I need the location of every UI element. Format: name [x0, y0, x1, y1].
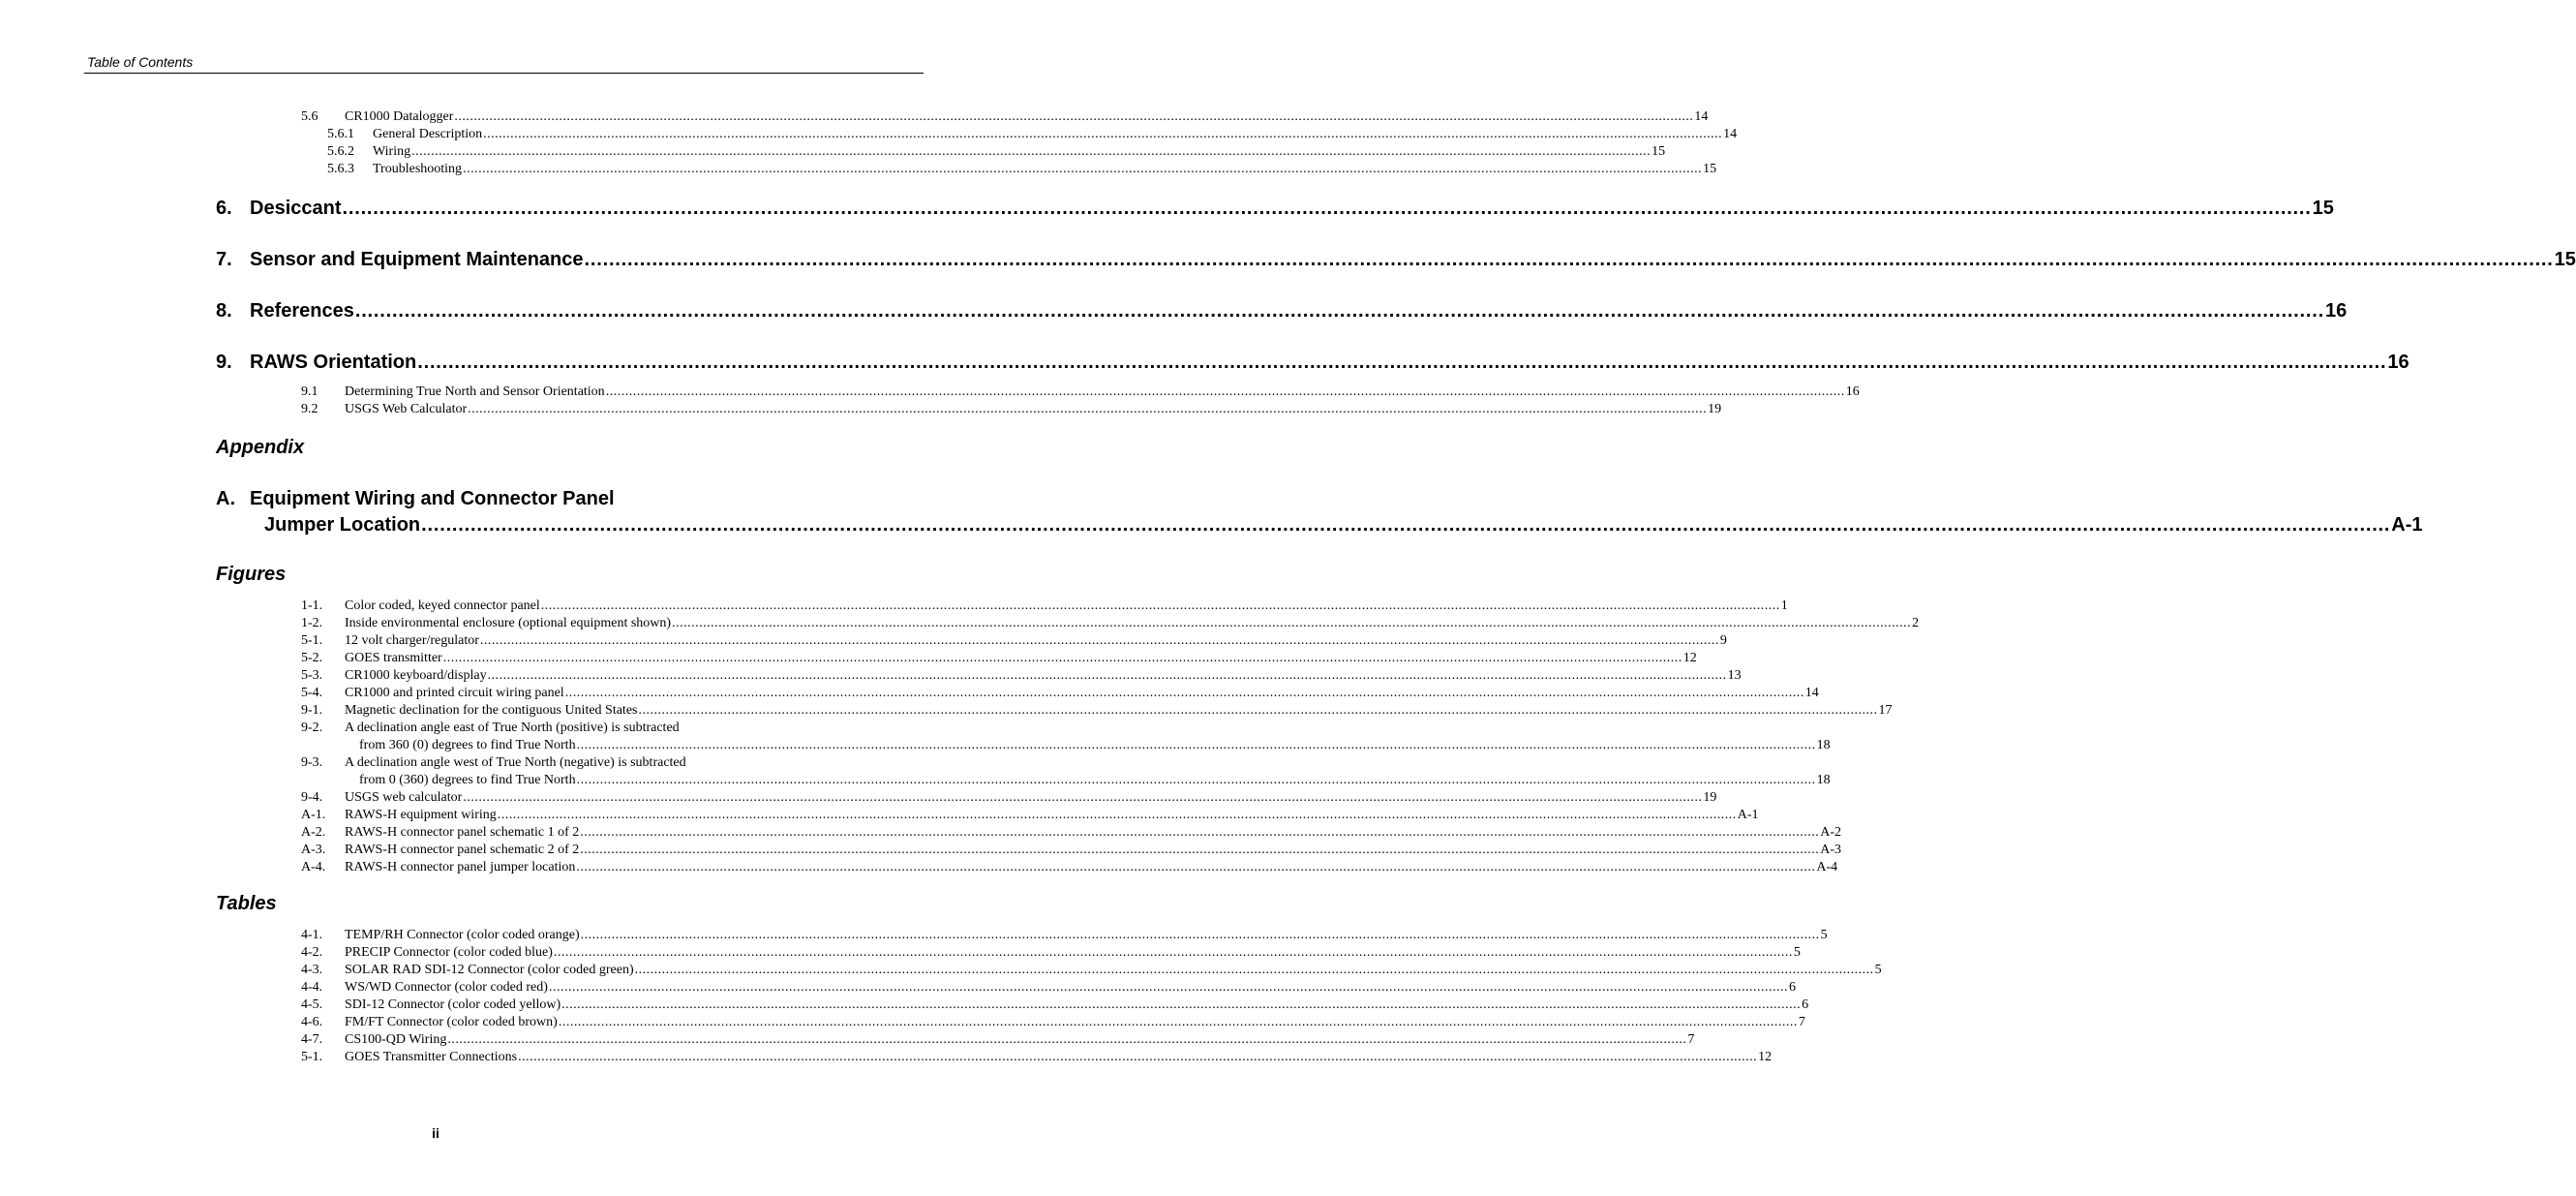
dot-leader	[585, 247, 2554, 272]
dot-leader	[635, 962, 1874, 979]
figure-entry-number: 1-2.	[301, 616, 323, 630]
figure-entry-page: A-1	[1737, 808, 1759, 822]
chapter-entry[interactable]	[216, 298, 2348, 323]
dot-leader	[518, 1049, 1757, 1066]
figure-entry-number: 5-1.	[301, 633, 323, 648]
figure-entry-page: 19	[1703, 790, 1717, 805]
toc-entry-number: 9.2	[301, 402, 318, 416]
dot-leader	[554, 944, 1793, 962]
dot-leader	[565, 685, 1804, 702]
figure-entry[interactable]	[301, 772, 1831, 789]
table-entry-page: 5	[1874, 963, 1882, 977]
figure-entry-page: 18	[1816, 773, 1831, 787]
figure-entry-page: 13	[1727, 668, 1742, 683]
dot-leader	[581, 927, 1820, 944]
figure-entry[interactable]	[301, 754, 773, 772]
figure-entry-title: from 360 (0) degrees to find True North	[359, 738, 576, 752]
figure-entry-title: RAWS-H connector panel schematic 1 of 2	[345, 825, 580, 840]
dot-leader	[559, 1014, 1798, 1031]
chapter-page: 16	[2387, 352, 2409, 373]
figure-entry[interactable]	[301, 650, 1697, 667]
appendix-entry-line1[interactable]	[216, 488, 615, 510]
table-entry-number: 4-2.	[301, 945, 323, 960]
figure-entry-title: GOES transmitter	[345, 651, 442, 665]
toc-entry-title: Determining True North and Sensor Orientation	[345, 384, 605, 399]
table-entry-title: TEMP/RH Connector (color coded orange)	[345, 928, 580, 942]
toc-entry-title: General Description	[373, 127, 483, 141]
appendix-page: A-1	[2391, 514, 2423, 536]
figure-entry[interactable]	[301, 859, 1838, 876]
table-entry-title: SOLAR RAD SDI-12 Connector (color coded green)	[345, 963, 634, 977]
table-entry[interactable]	[301, 1049, 1773, 1066]
figure-entry[interactable]	[301, 685, 1819, 702]
table-entry[interactable]	[301, 944, 1801, 962]
page-number: ii	[432, 1125, 439, 1141]
dot-leader	[411, 143, 1651, 161]
figure-entry-number: 9-1.	[301, 703, 323, 718]
toc-entry-title: USGS Web Calculator	[345, 402, 468, 416]
figure-entry-title: USGS web calculator	[345, 790, 463, 805]
dot-leader	[580, 842, 1819, 859]
toc-entry-page: 14	[1694, 109, 1709, 124]
table-entry-title: SDI-12 Connector (color coded yellow)	[345, 997, 561, 1012]
figure-entry-number: 9-4.	[301, 790, 323, 805]
dot-leader	[488, 667, 1727, 685]
dot-leader	[549, 979, 1788, 997]
figure-entry-number: A-2.	[301, 825, 326, 840]
dot-leader	[355, 298, 2324, 323]
table-entry[interactable]	[301, 1031, 1695, 1049]
toc-entry[interactable]	[327, 161, 1717, 178]
table-entry-page: 12	[1758, 1050, 1773, 1064]
figure-entry-page: A-2	[1820, 825, 1842, 840]
table-entry[interactable]	[301, 997, 1809, 1014]
dot-leader	[480, 632, 1719, 650]
figure-entry-page: A-3	[1820, 843, 1842, 857]
figure-entry[interactable]	[301, 667, 1742, 685]
figure-entry-title: A declination angle east of True North (positive) is subtracted	[345, 721, 680, 735]
toc-entry-title: CR1000 Datalogger	[345, 109, 454, 124]
dot-leader	[577, 737, 1816, 754]
toc-entry-title: Troubleshooting	[373, 162, 463, 176]
figure-entry-number: 1-1.	[301, 598, 323, 613]
figure-entry-page: 1	[1780, 598, 1788, 613]
figure-entry-page: 14	[1804, 686, 1819, 700]
dot-leader	[580, 824, 1819, 842]
table-entry-number: 4-3.	[301, 963, 323, 977]
figure-entry-title: from 0 (360) degrees to find True North	[359, 773, 576, 787]
toc-entry-number: 5.6	[301, 109, 318, 124]
chapter-title: Desiccant	[250, 198, 342, 219]
toc-entry-number: 9.1	[301, 384, 318, 399]
chapter-page: 15	[2312, 198, 2334, 219]
toc-entry[interactable]	[327, 126, 1738, 143]
figure-entry-title: RAWS-H connector panel schematic 2 of 2	[345, 843, 580, 857]
table-entry-number: 4-5.	[301, 997, 323, 1012]
figure-entry-page: 2	[1912, 616, 1920, 630]
figure-entry-number: 5-4.	[301, 686, 323, 700]
table-entry-page: 7	[1798, 1015, 1805, 1029]
figure-entry-title: 12 volt charger/regulator	[345, 633, 479, 648]
table-entry-page: 6	[1788, 980, 1796, 995]
table-entry-number: 5-1.	[301, 1050, 323, 1064]
chapter-title: References	[250, 300, 354, 322]
chapter-number: 6.	[216, 198, 232, 219]
dot-leader	[498, 807, 1737, 824]
dot-leader	[463, 789, 1702, 807]
table-entry-number: 4-1.	[301, 928, 323, 942]
figure-entry[interactable]	[301, 615, 1920, 632]
chapter-entry[interactable]	[216, 350, 2409, 375]
figure-entry[interactable]	[301, 632, 1727, 650]
figure-entry[interactable]	[301, 598, 1788, 615]
figure-entry-number: 9-3.	[301, 755, 323, 770]
figure-entry-number: A-3.	[301, 843, 326, 857]
table-entry-page: 6	[1802, 997, 1809, 1012]
table-entry-title: PRECIP Connector (color coded blue)	[345, 945, 553, 960]
table-entry-page: 5	[1793, 945, 1801, 960]
figure-entry[interactable]	[301, 737, 1831, 754]
figure-entry-page: A-4	[1816, 860, 1838, 874]
toc-entry-number: 5.6.2	[327, 144, 354, 159]
toc-entry[interactable]	[301, 383, 1860, 401]
table-entry-title: CS100-QD Wiring	[345, 1032, 447, 1047]
table-entry-title: GOES Transmitter Connections	[345, 1050, 518, 1064]
figure-entry-title: Inside environmental enclosure (optional equipment shown)	[345, 616, 672, 630]
toc-entry-number: 5.6.3	[327, 162, 354, 176]
figure-entry-page: 17	[1878, 703, 1893, 718]
dot-leader	[443, 650, 1682, 667]
table-entry-number: 4-7.	[301, 1032, 323, 1047]
running-header: Table of Contents	[87, 54, 194, 70]
figure-entry-title: A declination angle west of True North (negative) is subtracted	[345, 755, 686, 770]
toc-entry-title: Wiring	[373, 144, 411, 159]
dot-leader	[576, 859, 1815, 876]
figure-entry[interactable]	[301, 807, 1759, 824]
chapter-number: 7.	[216, 249, 232, 270]
toc-entry[interactable]	[301, 401, 1722, 418]
chapter-entry[interactable]	[216, 196, 2334, 221]
table-entry-number: 4-6.	[301, 1015, 323, 1029]
appendix-title-line2: Jumper Location	[264, 514, 421, 536]
figure-entry-page: 18	[1816, 738, 1831, 752]
table-entry-title: FM/FT Connector (color coded brown)	[345, 1015, 558, 1029]
toc-entry-page: 15	[1652, 144, 1666, 159]
toc-entry[interactable]	[327, 143, 1666, 161]
chapter-number: 9.	[216, 352, 232, 373]
appendix-number: A.	[216, 488, 235, 509]
header-rule	[84, 73, 924, 74]
chapter-title: Sensor and Equipment Maintenance	[250, 249, 584, 270]
dot-leader	[483, 126, 1722, 143]
figure-entry-number: A-1.	[301, 808, 326, 822]
toc-entry-page: 16	[1845, 384, 1860, 399]
dot-leader	[454, 108, 1693, 126]
table-entry-number: 4-4.	[301, 980, 323, 995]
chapter-page: 16	[2324, 300, 2348, 322]
table-entry[interactable]	[301, 927, 1828, 944]
toc-entry-page: 15	[1703, 162, 1717, 176]
chapter-title: RAWS Orientation	[250, 352, 417, 373]
figure-entry-page: 9	[1719, 633, 1727, 648]
dot-leader	[577, 772, 1816, 789]
table-entry-page: 7	[1687, 1032, 1695, 1047]
table-entry[interactable]	[301, 1014, 1805, 1031]
figure-entry-title: RAWS-H connector panel jumper location	[345, 860, 576, 874]
figure-entry-number: 9-2.	[301, 721, 323, 735]
chapter-page: 15	[2554, 249, 2576, 270]
figure-entry[interactable]	[301, 789, 1717, 807]
toc-entry-number: 5.6.1	[327, 127, 354, 141]
figure-entry[interactable]	[301, 702, 1893, 720]
figure-entry-title: RAWS-H equipment wiring	[345, 808, 497, 822]
dot-leader	[417, 350, 2386, 375]
chapter-entry[interactable]	[216, 247, 2576, 272]
table-entry[interactable]	[301, 979, 1796, 997]
figure-entry-number: A-4.	[301, 860, 326, 874]
toc-entry-page: 19	[1708, 402, 1722, 416]
chapter-number: 8.	[216, 300, 232, 322]
toc-entry-page: 14	[1723, 127, 1738, 141]
figure-entry-title: Magnetic declination for the contiguous United States	[345, 703, 638, 718]
dot-leader	[463, 161, 1702, 178]
appendix-title-line1: Equipment Wiring and Connector Panel	[250, 488, 615, 509]
dot-leader	[343, 196, 2312, 221]
table-entry-title: WS/WD Connector (color coded red)	[345, 980, 548, 995]
dot-leader	[421, 512, 2390, 537]
dot-leader	[561, 997, 1801, 1014]
dot-leader	[638, 702, 1877, 720]
figure-entry[interactable]	[301, 720, 773, 737]
dot-leader	[672, 615, 1911, 632]
table-entry-page: 5	[1820, 928, 1828, 942]
figure-entry-title: Color coded, keyed connector panel	[345, 598, 540, 613]
appendix-entry-line2[interactable]	[264, 512, 2423, 537]
appendix-heading: Appendix	[216, 437, 305, 458]
tables-heading: Tables	[216, 893, 277, 914]
figures-heading: Figures	[216, 564, 287, 585]
dot-leader	[606, 383, 1845, 401]
dot-leader	[468, 401, 1707, 418]
toc-entry[interactable]	[301, 108, 1709, 126]
figure-entry-page: 12	[1682, 651, 1697, 665]
figure-entry[interactable]	[301, 824, 1842, 842]
figure-entry-title: CR1000 keyboard/display	[345, 668, 487, 683]
dot-leader	[447, 1031, 1686, 1049]
dot-leader	[541, 598, 1780, 615]
figure-entry[interactable]	[301, 842, 1842, 859]
table-entry[interactable]	[301, 962, 1882, 979]
figure-entry-number: 5-3.	[301, 668, 323, 683]
figure-entry-number: 5-2.	[301, 651, 323, 665]
figure-entry-title: CR1000 and printed circuit wiring panel	[345, 686, 564, 700]
